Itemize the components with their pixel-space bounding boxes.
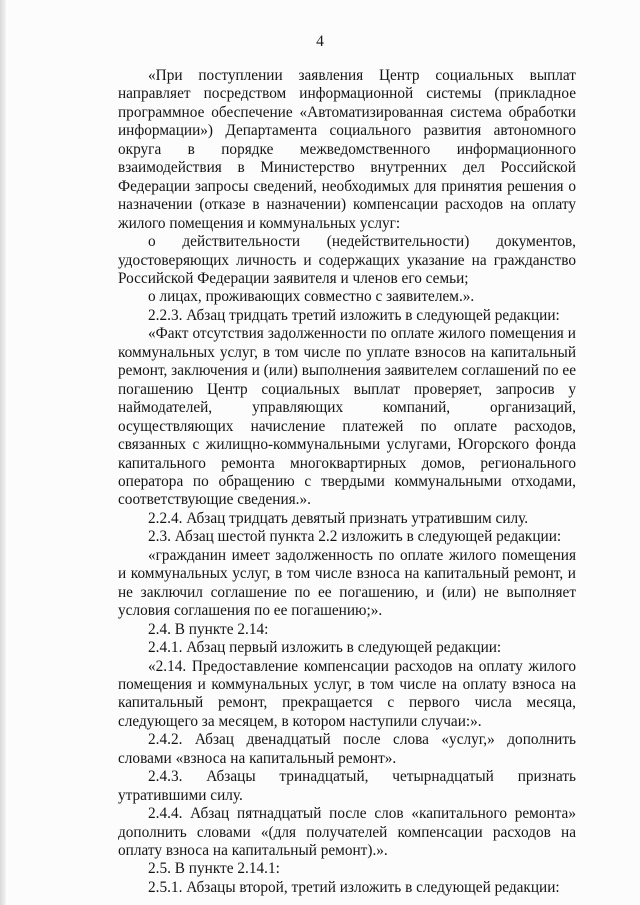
paragraph: 2.4.3. Абзацы тринадцатый, четырнадцатый признать утратившими силу. xyxy=(118,768,576,804)
scan-edge xyxy=(0,0,6,905)
page-number: 4 xyxy=(316,33,324,50)
paragraph: 2.4. В пункте 2.14: xyxy=(148,620,269,638)
paragraph: 2.4.2. Абзац двенадцатый после слова «услуг,» дополнить словами «взноса на капитальный ремонт». xyxy=(118,731,576,767)
paragraph: 2.2.4. Абзац тридцать девятый признать утратившим силу. xyxy=(148,509,529,527)
paragraph: 2.4.1. Абзац первый изложить в следующей редакции: xyxy=(148,639,502,657)
paragraph: 2.5. В пункте 2.14.1: xyxy=(148,860,280,878)
paragraph: 2.3. Абзац шестой пункта 2.2 изложить в следующей редакции: xyxy=(148,528,562,546)
paragraph: о действительности (недействительности) документов, удостоверяющих личность и содержащих указание на гражданство Российской Федерации заявителя и членов его семьи; xyxy=(118,233,576,287)
paragraph: 2.5.1. Абзацы второй, третий изложить в следующей редакции: xyxy=(148,878,560,896)
paragraph: «При поступлении заявления Центр социальных выплат направляет посредством информационной системы (прикладное программное обеспечение «Автоматизированная система обработки информации») Департамента социального развития автономного округа в порядке межведомственного информационного взаимодействия в Министерство внутренних дел Российской Федерации запросы сведений, необходимых для принятия решения о назначении (отказе в назначении) компенсации расходов на оплату жилого помещения и коммунальных услуг: xyxy=(118,67,576,232)
paragraph: «Факт отсутствия задолженности по оплате жилого помещения и коммунальных услуг, в том числе по уплате взносов на капитальный ремонт, заключения и (или) выполнения заявителем соглашений по ее погашению Центр социальных выплат проверяет, запросив у наймодателей, управляющих компаний, организаций, осуществляющих начисление платежей по оплате расходов, связанных с жилищно-коммунальными услугами, Югорского фонда капитального ремонта многоквартирных домов, регионального оператора по обращению с твердыми коммунальными отходами, соответствующие сведения.». xyxy=(118,325,576,509)
paragraph: 2.2.3. Абзац тридцать третий изложить в следующей редакции: xyxy=(148,306,560,324)
paragraph: «гражданин имеет задолженность по оплате жилого помещения и коммунальных услуг, в том числе взноса на капитальный ремонт, и не заключил соглашение по ее погашению, и (или) не выполняет условия соглашения по ее погашению;». xyxy=(118,546,576,620)
paragraph: «2.14. Предоставление компенсации расходов на оплату жилого помещения и коммунальных услуг, в том числе на оплату взноса на капитальный ремонт, прекращается с первого числа месяца, следующего за месяцем, в котором наступили случаи:». xyxy=(118,657,576,730)
paragraph: о лицах, проживающих совместно с заявителем.». xyxy=(148,288,475,306)
paragraph: 2.4.4. Абзац пятнадцатый после слов «капитального ремонта» дополнить словами «(для получателей компенсации расходов на оплату взноса на капитальный ремонт).». xyxy=(118,805,576,860)
document-body xyxy=(118,67,576,897)
